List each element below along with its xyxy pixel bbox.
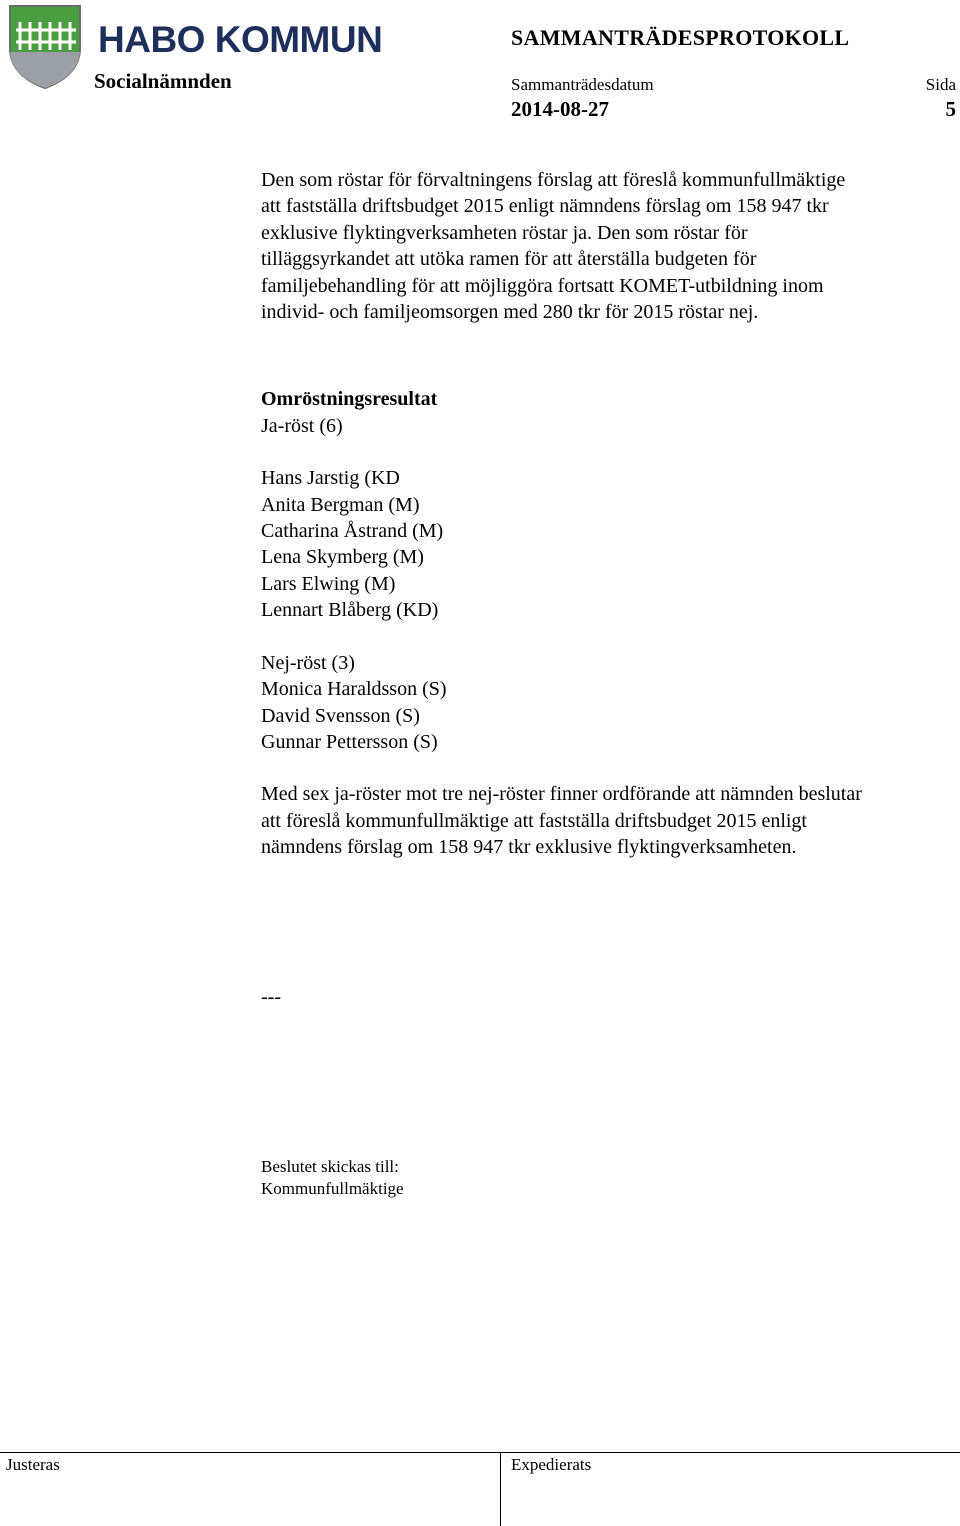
page-number: 5 (945, 97, 956, 121)
distribution-recipient: Kommunfullmäktige (261, 1179, 404, 1198)
footer-column-divider (500, 1452, 501, 1526)
intro-line: familjebehandling för att möjliggöra fortsatt KOMET-utbildning inom (261, 274, 824, 297)
list-item: Anita Bergman (M) (261, 493, 420, 516)
conclusion-line: att föreslå kommunfullmäktige att fastställa driftsbudget 2015 enligt (261, 809, 807, 832)
intro-line: individ- och familjeomsorgen med 280 tkr för 2015 röstar nej. (261, 301, 759, 324)
intro-line: Den som röstar för förvaltningens förslag att föreslå kommunfullmäktige (261, 169, 846, 191)
yes-votes-label: Ja-röst (6) (261, 414, 343, 437)
list-item: Gunnar Pettersson (S) (261, 730, 438, 753)
no-votes-label: Nej-röst (3) (261, 651, 355, 674)
intro-paragraph (261, 167, 956, 325)
document-body (261, 167, 956, 861)
footer-justeras-label: Justeras (6, 1455, 60, 1474)
document-title: SAMMANTRÄDESPROTOKOLL (511, 25, 850, 50)
list-item: Lennart Blåberg (KD) (261, 599, 439, 622)
list-item: Monica Haraldsson (S) (261, 678, 447, 701)
meeting-date-label: Sammanträdesdatum (511, 75, 654, 94)
meeting-date: 2014-08-27 (511, 97, 609, 121)
conclusion-paragraph (261, 781, 956, 860)
list-item: Lars Elwing (M) (261, 572, 396, 595)
habo-shield-icon (6, 4, 84, 90)
intro-line: tilläggsyrkandet att utöka ramen för att återställa budgeten för (261, 248, 757, 271)
list-item: David Svensson (S) (261, 704, 420, 727)
list-item: Hans Jarstig (KD (261, 467, 400, 490)
department-name: Socialnämnden (94, 69, 232, 93)
footer-divider-line (0, 1452, 960, 1453)
conclusion-line: Med sex ja-röster mot tre nej-röster finner ordförande att nämnden beslutar (261, 783, 862, 806)
conclusion-line: nämndens förslag om 158 947 tkr exklusive flyktingverksamheten. (261, 836, 797, 859)
distribution-block (261, 1156, 404, 1200)
list-item: Lena Skymberg (M) (261, 546, 424, 569)
yes-votes-list (261, 465, 956, 623)
list-item: Catharina Åstrand (M) (261, 520, 444, 543)
distribution-label: Beslutet skickas till: (261, 1157, 399, 1176)
section-separator: --- (261, 986, 281, 1008)
footer-expedierats-label: Expedierats (511, 1455, 592, 1474)
intro-line: att fastställa driftsbudget 2015 enligt nämndens förslag om 158 947 tkr (261, 195, 829, 218)
municipality-name: HABO KOMMUN (98, 19, 383, 60)
page-number-label: Sida (925, 75, 956, 94)
no-votes-list (261, 676, 956, 755)
vote-result-heading: Omröstningsresultat (261, 388, 438, 411)
intro-line: exklusive flyktingverksamheten röstar ja. Den som röstar för (261, 221, 748, 244)
